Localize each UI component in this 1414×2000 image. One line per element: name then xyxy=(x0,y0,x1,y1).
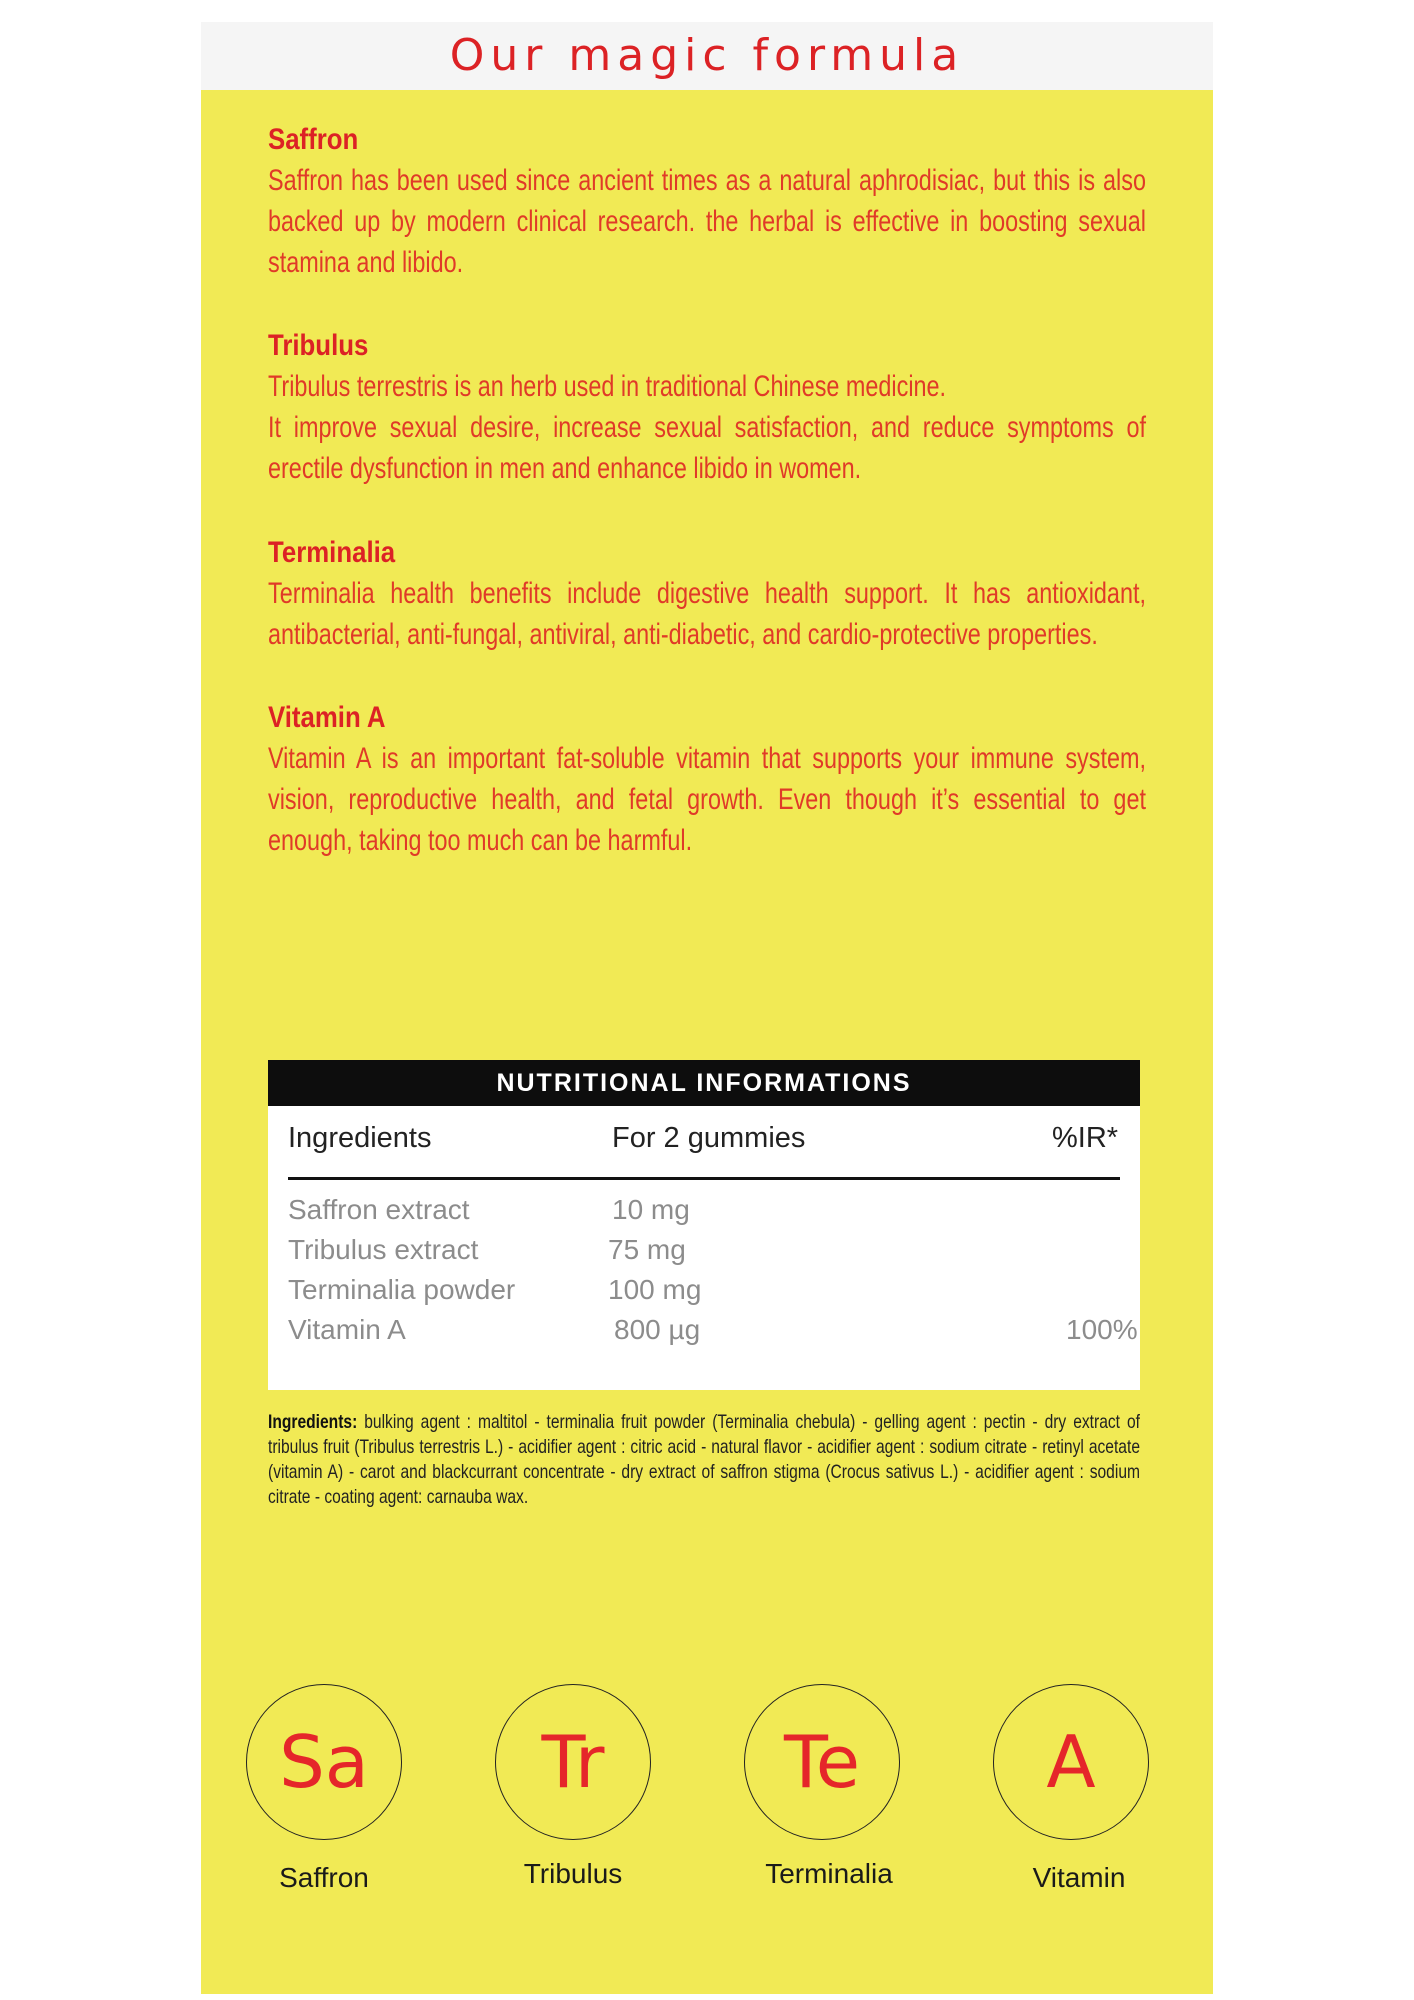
table-row-amount: 10 mg xyxy=(612,1194,690,1225)
table-row-name: Saffron extract xyxy=(288,1194,470,1225)
badge-saffron: Sa xyxy=(246,1684,402,1840)
section-text: Terminalia health benefits include digestive health support. It has antioxidant, antibacterial, anti-fungal, antiviral, anti-diabetic, and cardio-protective properties. xyxy=(268,577,1146,651)
table-row-amount: 100 mg xyxy=(608,1274,702,1305)
section-vitamin-a xyxy=(268,698,1146,861)
section-heading: Saffron xyxy=(268,123,359,156)
header-rule xyxy=(288,1177,1120,1180)
badge-label: Tribulus xyxy=(523,1858,623,1889)
section-tribulus xyxy=(268,326,1146,489)
table-row-name: Tribulus extract xyxy=(288,1234,479,1265)
section-text: It improve sexual desire, increase sexual satisfaction, and reduce symptoms of erectile dysfunction in men and enhance libido in women. xyxy=(268,411,1146,485)
table-row-amount: 800 µg xyxy=(614,1314,701,1345)
section-heading: Terminalia xyxy=(268,536,396,569)
badge-label: Saffron xyxy=(279,1862,369,1893)
section-text: Tribulus terrestris is an herb used in traditional Chinese medicine. xyxy=(268,370,947,403)
section-heading: Vitamin A xyxy=(268,701,386,734)
column-header-ingredients: Ingredients xyxy=(288,1122,432,1154)
section-heading: Tribulus xyxy=(268,329,369,362)
page-title: Our magic formula xyxy=(449,30,965,81)
column-header-amount: For 2 gummies xyxy=(612,1122,806,1154)
section-terminalia xyxy=(268,533,1146,655)
badge-label: Terminalia xyxy=(765,1858,893,1889)
section-saffron xyxy=(268,120,1146,283)
column-header-ir: %IR* xyxy=(1052,1122,1119,1154)
badge-terminalia: Te xyxy=(744,1684,900,1840)
badge-vitamin: A xyxy=(993,1684,1149,1840)
table-row-name: Vitamin A xyxy=(288,1314,406,1345)
table-row-ir: 100% xyxy=(1066,1314,1138,1345)
ingredients-note xyxy=(268,1410,1140,1510)
badge-label: Vitamin xyxy=(1032,1862,1126,1893)
table-row-name: Terminalia powder xyxy=(288,1274,516,1305)
ingredients-label: Ingredients: xyxy=(268,1411,358,1433)
nutrition-table xyxy=(268,1060,1140,1390)
section-text: Saffron has been used since ancient times as a natural aphrodisiac, but this is also backed up by modern clinical research. the herbal is effective in boosting sexual stamina and libido. xyxy=(268,164,1146,279)
table-row-amount: 75 mg xyxy=(608,1234,686,1265)
badge-tribulus: Tr xyxy=(495,1684,651,1840)
ingredients-text: bulking agent : maltitol - terminalia fruit powder (Terminalia chebula) - gelling agent : pectin - dry extract of tribulus fruit (Tribulus terrestris L.) - acidifier agent : citric acid - natural flavor - acidifier agent : sodium citrate - retinyl acetate (vitamin A) - carot and blackcurrant concentrate - dry extract of saffron stigma (Crocus sativus L.) - acidifier agent : sodium citrate - coating agent: carnauba wax. xyxy=(268,1411,1140,1508)
nutrition-title: NUTRITIONAL INFORMATIONS xyxy=(268,1060,1140,1106)
section-text: Vitamin A is an important fat-soluble vitamin that supports your immune system, vision, reproductive health, and fetal growth. Even though it’s essential to get enough, taking too much can be harmful. xyxy=(268,742,1146,857)
